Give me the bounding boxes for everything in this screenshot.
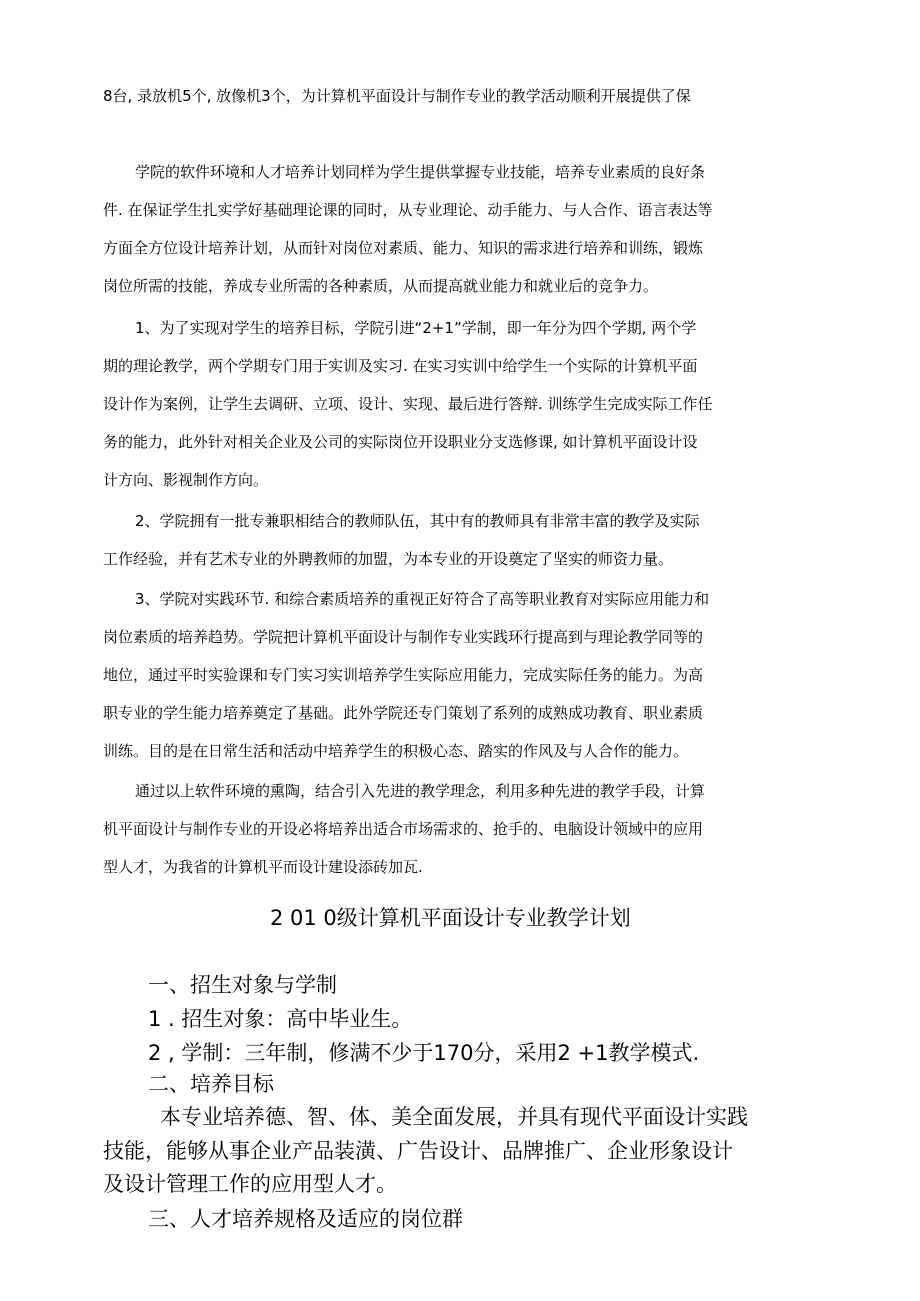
list-item: 1 . 招生对象：高中毕业生。 [148, 1007, 413, 1031]
text-line: 期的理论教学，两个学期专门用于实训及实习. 在实习实训中给学生一个实际的计算机平面 [103, 357, 698, 375]
text-line: 机平面设计与制作专业的开设必将培养出适合市场需求的、抢手的、电脑设计领域中的应用 [103, 820, 704, 838]
text-line: 计方向、影视制作方向。 [103, 471, 269, 489]
text-line: 3、学院对实践环节. 和综合素质培养的重视正好符合了高等职业教育对实际应用能力和 [135, 590, 710, 608]
text-line: 训练。目的是在日常生活和活动中培养学生的积极心态、踏实的作风及与人合作的能力。 [103, 742, 689, 760]
section-heading: 二、培养目标 [148, 1072, 274, 1096]
text-line: 务的能力，此外针对相关企业及公司的实际岗位开设职业分支选修课, 如计算机平面设计设 [103, 433, 698, 451]
text-line: 型人才，为我省的计算机平而设计建设添砖加瓦. [103, 858, 423, 876]
plan-title: 2 01 0级计算机平面设计专业教学计划 [270, 906, 631, 930]
text-line: 学院的软件环境和人才培养计划同样为学生提供掌握专业技能，培养专业素质的良好条 [135, 163, 706, 181]
text-line: 职专业的学生能力培养奠定了基础。此外学院还专门策划了系列的成熟成功教育、职业素质 [103, 704, 704, 722]
text-line: 方面全方位设计培养计划，从而针对岗位对素质、能力、知识的需求进行培养和训练，锻炼 [103, 239, 704, 257]
text-line: 2、学院拥有一批专兼职相结合的教师队伍，其中有的教师具有非常丰富的教学及实际 [135, 512, 700, 530]
text-line: 及设计管理工作的应用型人才。 [103, 1172, 397, 1196]
text-line: 1、为了实现对学生的培养目标，学院引进“2+1”学制，即一年分为四个学期, 两个学 [135, 319, 697, 337]
text-line: 地位，通过平时实验课和专门实习实训培养学生实际应用能力，完成实际任务的能力。为高 [103, 666, 704, 684]
section-heading: 三、人才培养规格及适应的岗位群 [148, 1207, 463, 1231]
text-line: 件. 在保证学生扎实学好基础理论课的同时，从专业理论、动手能力、与人合作、语言表达等 [103, 201, 713, 219]
top-fragment: 8台, 录放机5个, 放像机3个，为计算机平面设计与制作专业的教学活动顺利开展提供了保 [103, 87, 691, 105]
text-line: 岗位所需的技能，养成专业所需的各种素质，从而提高就业能力和就业后的竞争力。 [103, 277, 659, 295]
text-line: 本专业培养德、智、体、美全面发展，并具有现代平面设计实践 [160, 1105, 748, 1129]
text-line: 工作经验，并有艺术专业的外聘教师的加盟，为本专业的开设奠定了坚实的师资力量。 [103, 550, 674, 568]
list-item: 2 , 学制：三年制，修满不少于170分，采用2 +1教学模式. [148, 1041, 700, 1065]
text-line: 岗位素质的培养趋势。学院把计算机平面设计与制作专业实践环行提高到与理论教学同等的 [103, 628, 704, 646]
text-line: 设计作为案例，让学生去调研、立项、设计、实现、最后进行答辩. 训练学生完成实际工作任 [103, 395, 713, 413]
section-heading: 一、招生对象与学制 [148, 973, 337, 997]
text-line: 技能，能够从事企业产品装潢、广告设计、品牌推广、企业形象设计 [103, 1139, 733, 1163]
text-line: 通过以上软件环境的熏陶，结合引入先进的教学理念，利用多种先进的教学手段，计算 [135, 782, 706, 800]
